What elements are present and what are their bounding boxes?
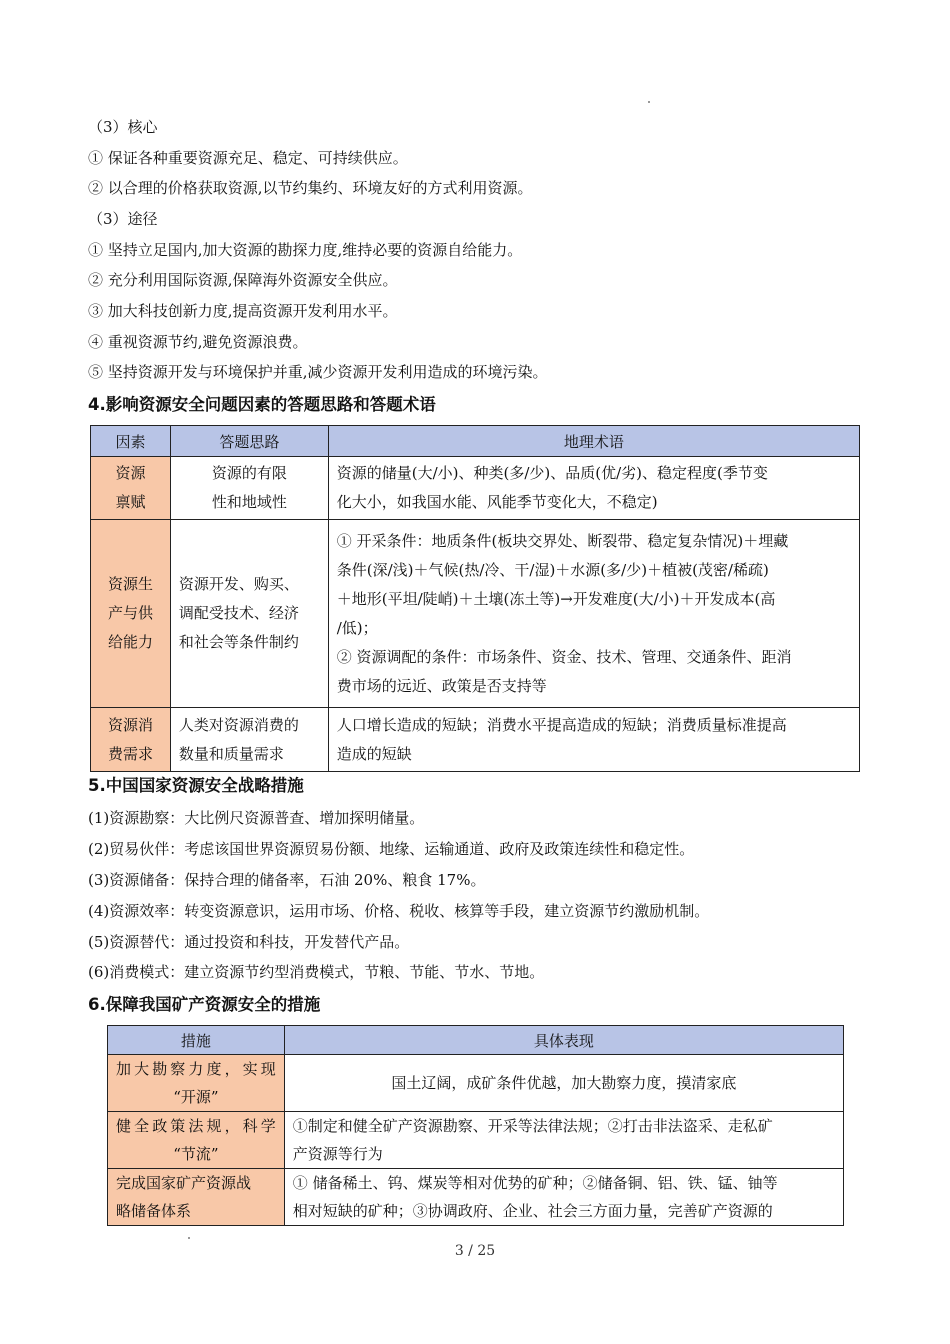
table-row bbox=[91, 457, 860, 520]
table-row bbox=[108, 1169, 844, 1226]
path-item: ⑤ 坚持资源开发与环境保护并重,减少资源开发利用造成的环境污染。 bbox=[88, 363, 548, 381]
measure-cell bbox=[108, 1169, 285, 1226]
core-item: ② 以合理的价格获取资源,以节约集约、环境友好的方式利用资源。 bbox=[88, 179, 533, 197]
measure-cell bbox=[108, 1055, 285, 1112]
cell-line: 费市场的远近、政策是否支持等 bbox=[336, 676, 547, 695]
path-item: ① 坚持立足国内,加大资源的勘探力度,维持必要的资源自给能力。 bbox=[88, 241, 523, 259]
cell-line: 国土辽阔，成矿条件优越，加大勘察力度，摸清家底 bbox=[391, 1073, 737, 1092]
terms-cell bbox=[328, 457, 859, 520]
cell-line: 健全政策法规，科学 bbox=[116, 1117, 276, 1135]
table-header-row bbox=[108, 1026, 844, 1055]
core-item: ① 保证各种重要资源充足、稳定、可持续供应。 bbox=[88, 149, 408, 167]
path-item: ③ 加大科技创新力度,提高资源开发利用水平。 bbox=[88, 302, 398, 320]
path-item: ② 充分利用国际资源,保障海外资源安全供应。 bbox=[88, 271, 398, 289]
factor-cell bbox=[91, 520, 171, 708]
idea-cell bbox=[170, 457, 328, 520]
section4-title: 4.影响资源安全问题因素的答题思路和答题术语 bbox=[88, 395, 436, 414]
terms-cell bbox=[328, 708, 859, 772]
cell-line: ① 开采条件：地质条件(板块交界处、断裂带、稳定复杂情况)＋埋藏 bbox=[336, 531, 789, 550]
cell-line: 资源生 bbox=[107, 575, 153, 593]
strategy-item: (4)资源效率：转变资源意识，运用市场、价格、税收、核算等手段，建立资源节约激励机制。 bbox=[88, 902, 710, 920]
header-cell: 地理术语 bbox=[328, 426, 859, 457]
factor-table bbox=[90, 425, 860, 772]
cell-line: 略储备体系 bbox=[116, 1202, 192, 1220]
cell-line: 资源的储量(大/小)、种类(多/少)、品质(优/劣)、稳定程度(季节变 bbox=[336, 464, 768, 482]
cell-line: 性和地域性 bbox=[211, 493, 287, 511]
scan-dot bbox=[648, 101, 650, 103]
cell-line: 完成国家矿产资源战 bbox=[116, 1174, 252, 1192]
cell-line: 资源的有限 bbox=[211, 464, 287, 482]
cell-line: 化大小，如我国水能、风能季节变化大，不稳定) bbox=[336, 493, 658, 511]
cell-line: 资源 bbox=[115, 464, 146, 482]
section5-title: 5.中国国家资源安全战略措施 bbox=[88, 776, 304, 795]
detail-cell bbox=[284, 1112, 843, 1169]
section6-title: 6.保障我国矿产资源安全的措施 bbox=[88, 995, 321, 1014]
strategy-item: (5)资源替代：通过投资和科技，开发替代产品。 bbox=[88, 933, 410, 951]
cell-line: 人类对资源消费的 bbox=[178, 715, 299, 734]
factor-cell bbox=[91, 457, 171, 520]
detail-cell bbox=[284, 1169, 843, 1226]
cell-line: ＋地形(平坦/陡峭)＋土壤(冻土等)→开发难度(大/小)＋开发成本(高 bbox=[336, 589, 776, 608]
table-row bbox=[91, 708, 860, 772]
cell-line: ② 资源调配的条件：市场条件、资金、技术、管理、交通条件、距消 bbox=[336, 647, 792, 666]
cell-line: 条件(深/浅)＋气候(热/冷、干/湿)＋水源(多/少)＋植被(茂密/稀疏) bbox=[336, 560, 769, 579]
table-row bbox=[108, 1112, 844, 1169]
idea-cell bbox=[170, 708, 328, 772]
cell-line: /低)； bbox=[336, 618, 378, 637]
cell-line: ①制定和健全矿产资源勘察、开采等法律法规；②打击非法盗采、走私矿 bbox=[292, 1117, 773, 1135]
header-cell: 措施 bbox=[108, 1026, 285, 1055]
cell-line: 产资源等行为 bbox=[292, 1145, 383, 1163]
core-heading: （3）核心 bbox=[88, 118, 158, 136]
cell-line: 加大勘察力度，实现 bbox=[116, 1060, 276, 1078]
cell-line: 给能力 bbox=[107, 633, 153, 651]
cell-line: 费需求 bbox=[107, 744, 153, 763]
strategy-item: (1)资源勘察：大比例尺资源普查、增加探明储量。 bbox=[88, 809, 425, 827]
cell-line: 禀赋 bbox=[115, 493, 146, 511]
cell-line: 相对短缺的矿种；③协调政府、企业、社会三方面力量，完善矿产资源的 bbox=[292, 1202, 773, 1220]
strategy-item: (2)贸易伙伴：考虑该国世界资源贸易份额、地缘、运输通道、政府及政策连续性和稳定性。 bbox=[88, 840, 695, 858]
factor-cell bbox=[91, 708, 171, 772]
cell-line: 产与供 bbox=[107, 604, 153, 622]
header-cell: 因素 bbox=[91, 426, 171, 457]
cell-line: 资源开发、购买、 bbox=[178, 575, 299, 593]
idea-cell bbox=[170, 520, 328, 708]
terms-cell bbox=[328, 520, 859, 708]
cell-line: ① 储备稀土、钨、煤炭等相对优势的矿种；②储备铜、铝、铁、锰、铀等 bbox=[292, 1174, 778, 1192]
header-cell: 具体表现 bbox=[284, 1026, 843, 1055]
table-row bbox=[108, 1055, 844, 1112]
strategy-item: (3)资源储备：保持合理的储备率，石油 20%、粮食 17%。 bbox=[88, 871, 486, 889]
strategy-item: (6)消费模式：建立资源节约型消费模式，节粮、节能、节水、节地。 bbox=[88, 963, 545, 981]
cell-line: “节流” bbox=[173, 1145, 219, 1163]
table-row bbox=[91, 520, 860, 708]
cell-line: 调配受技术、经济 bbox=[178, 604, 299, 622]
cell-line: “开源” bbox=[173, 1088, 219, 1106]
cell-line: 和社会等条件制约 bbox=[178, 633, 299, 651]
scan-dot bbox=[188, 1237, 190, 1239]
path-item: ④ 重视资源节约,避免资源浪费。 bbox=[88, 333, 308, 351]
detail-cell bbox=[284, 1055, 843, 1112]
path-heading: （3）途径 bbox=[88, 210, 158, 228]
header-cell: 答题思路 bbox=[170, 426, 328, 457]
cell-line: 资源消 bbox=[107, 715, 153, 734]
page-number: 3 / 25 bbox=[454, 1243, 496, 1259]
table-header-row bbox=[91, 426, 860, 457]
measures-table bbox=[107, 1025, 844, 1226]
cell-line: 造成的短缺 bbox=[336, 744, 412, 763]
measure-cell bbox=[108, 1112, 285, 1169]
cell-line: 数量和质量需求 bbox=[178, 744, 284, 763]
cell-line: 人口增长造成的短缺；消费水平提高造成的短缺；消费质量标准提高 bbox=[336, 715, 787, 734]
